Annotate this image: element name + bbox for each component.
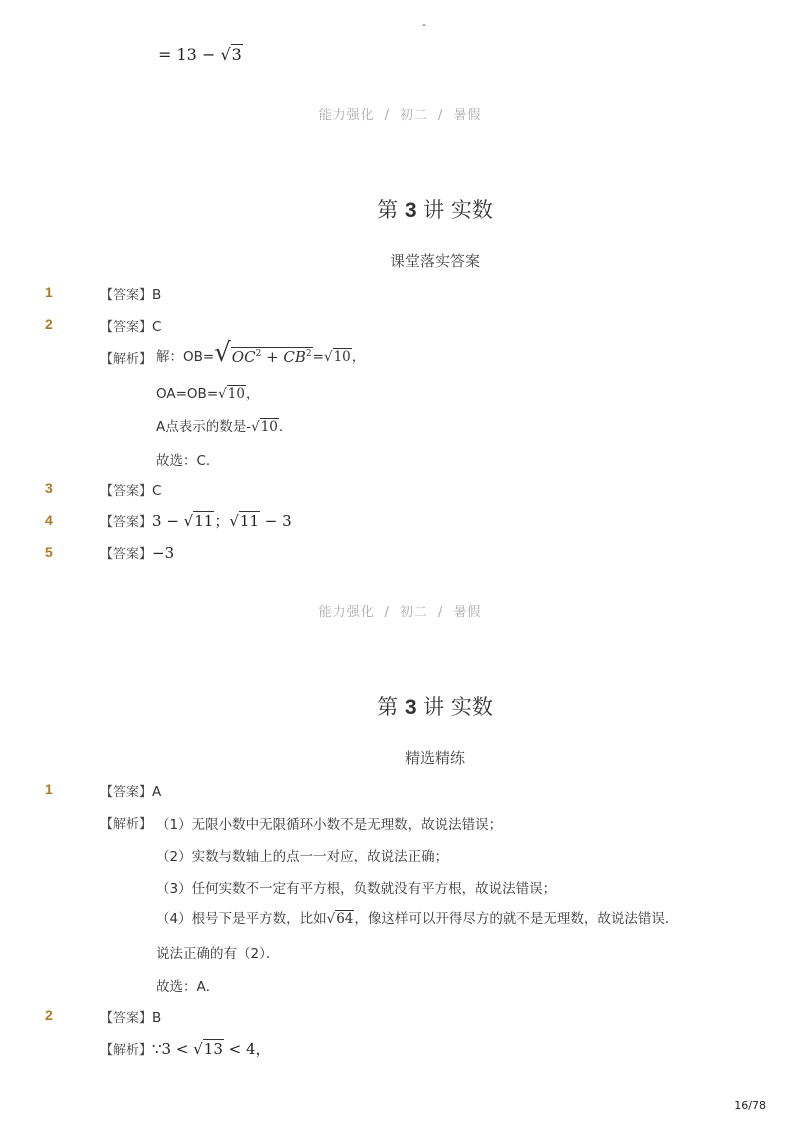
analysis-line: （4）根号下是平方数，比如 √ 64 ，像这样可以开得尽方的就不是无理数，故说法错误． bbox=[156, 911, 679, 927]
analysis-label: 【解析】 bbox=[100, 352, 153, 367]
sqrt: √ 10 bbox=[323, 349, 351, 365]
answer-row: 【答案】−3 bbox=[100, 544, 175, 562]
analysis-line: 故选：C． bbox=[156, 453, 220, 469]
question-number: 1 bbox=[45, 284, 53, 300]
answer-row: 【答案】A bbox=[100, 784, 162, 800]
question-number: 2 bbox=[45, 1007, 53, 1023]
question-number: 4 bbox=[45, 512, 53, 528]
analysis-line: （2）实数与数轴上的点一一对应，故说法正确； bbox=[156, 849, 449, 865]
analysis-line: OA=OB= √ 10 ， bbox=[156, 386, 260, 402]
section-footer: 能力强化 / 初二 / 暑假 bbox=[318, 605, 482, 620]
analysis-label: 【解析】∵3 < √ 13 < 4， bbox=[100, 1040, 271, 1058]
sqrt: √ 10 bbox=[218, 386, 245, 402]
section-footer: 能力强化 / 初二 / 暑假 bbox=[318, 108, 482, 123]
sqrt: √ 3 bbox=[220, 45, 242, 64]
answer-row: 【答案】B bbox=[100, 287, 162, 303]
analysis-label: 【解析】 bbox=[100, 817, 153, 832]
sqrt: √ 13 bbox=[193, 1040, 223, 1058]
sqrt: √ 64 bbox=[326, 911, 354, 927]
analysis-line: A点表示的数是- √ 10 ． bbox=[156, 419, 293, 435]
section-subheading: 课堂落实答案 bbox=[389, 252, 480, 270]
answer-row: 【答案】3 − √ 11 ； √ 11 − 3 bbox=[100, 512, 292, 530]
question-number: 5 bbox=[45, 544, 53, 560]
question-number: 2 bbox=[45, 316, 53, 332]
analysis-line: （3）任何实数不一定有平方根，负数就没有平方根，故说法错误； bbox=[156, 881, 557, 897]
section-subheading: 精选精练 bbox=[404, 749, 465, 767]
analysis-line: 故选：A． bbox=[156, 979, 220, 995]
analysis-line: 说法正确的有（2）． bbox=[156, 946, 280, 962]
section-heading: 第 3 讲 实数 bbox=[377, 198, 493, 222]
answer-row: 【答案】B bbox=[100, 1010, 162, 1026]
carryover-equation: = 13 − √ 3 bbox=[158, 45, 242, 64]
sqrt: √ 11 bbox=[183, 512, 214, 530]
sqrt: √ 10 bbox=[251, 419, 278, 435]
section-heading: 第 3 讲 实数 bbox=[377, 695, 493, 719]
question-number: 3 bbox=[45, 480, 53, 496]
header-dash: - bbox=[422, 18, 426, 31]
answer-row: 【答案】C bbox=[100, 319, 162, 335]
sqrt: √ $OC^2 + CB^2$ bbox=[214, 338, 312, 368]
answer-row: 【答案】C bbox=[100, 483, 162, 499]
analysis-line: （1）无限小数中无限循环小数不是无理数，故说法错误； bbox=[156, 817, 503, 833]
page-number: 16/78 bbox=[734, 1099, 766, 1112]
analysis-line: 解：OB= √ $OC^2 + CB^2$ = √ 10 ， bbox=[156, 338, 366, 368]
sqrt: √ 11 bbox=[229, 512, 259, 530]
question-number: 1 bbox=[45, 781, 53, 797]
